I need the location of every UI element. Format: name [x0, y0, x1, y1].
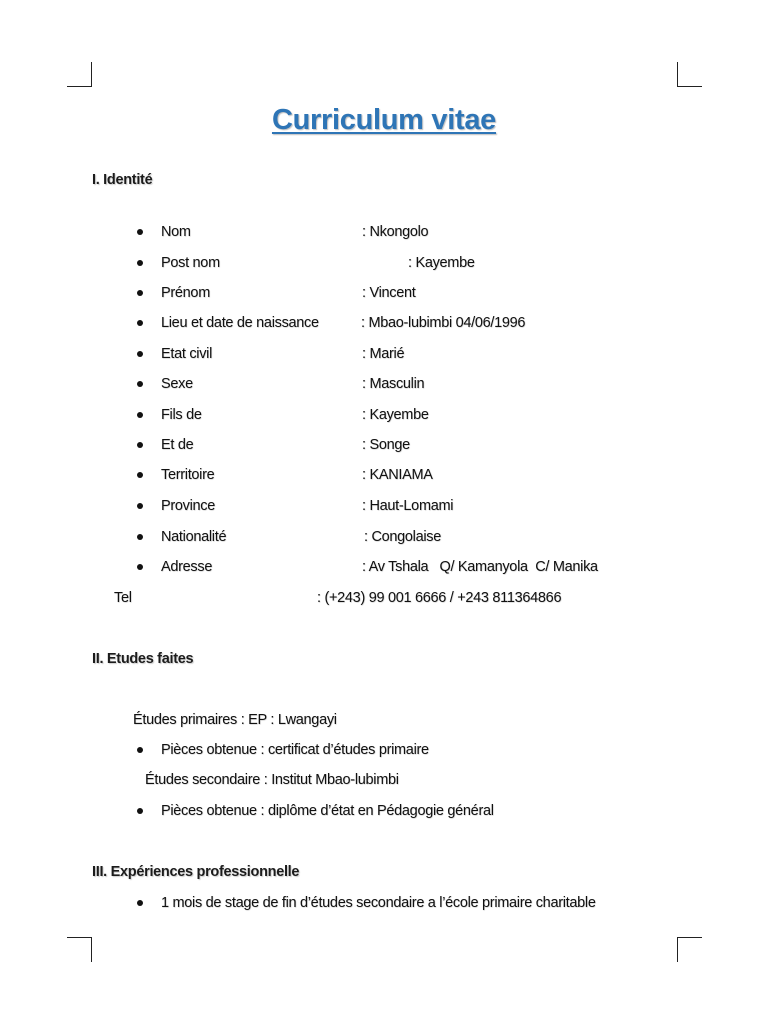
bullet-icon [137, 320, 143, 326]
primary-studies: Études primaires : EP : Lwangayi [133, 712, 337, 728]
bullet-icon [137, 900, 143, 906]
bullet-icon [137, 290, 143, 296]
secondary-piece-item [0, 803, 768, 823]
bullet-icon [137, 564, 143, 570]
identity-value: : Kayembe [408, 255, 475, 271]
experience-text: 1 mois de stage de fin d’études secondaire a l’école primaire charitable [161, 895, 596, 911]
identity-row-province [0, 498, 768, 518]
identity-label: Sexe [161, 376, 193, 392]
identity-label: Adresse [161, 559, 213, 575]
crop-mark-bottom-left [67, 937, 92, 962]
identity-row-nom [0, 224, 768, 244]
identity-label: Lieu et date de naissance [161, 315, 319, 331]
tel-value: : (+243) 99 001 6666 / +243 811364866 [317, 590, 562, 606]
primary-piece-item [0, 742, 768, 762]
identity-value: : Songe [362, 437, 410, 453]
identity-label: Prénom [161, 285, 210, 301]
bullet-icon [137, 534, 143, 540]
identity-value: : Marié [362, 346, 405, 362]
bullet-icon [137, 442, 143, 448]
identity-label: Territoire [161, 467, 215, 483]
identity-label: Etat civil [161, 346, 212, 362]
identity-label: Nom [161, 224, 191, 240]
identity-row-et-de [0, 437, 768, 457]
bullet-icon [137, 747, 143, 753]
identity-row-etat-civil [0, 346, 768, 366]
identity-row-adresse [0, 559, 768, 579]
identity-row-sexe [0, 376, 768, 396]
bullet-icon [137, 229, 143, 235]
bullet-icon [137, 503, 143, 509]
identity-row-birth [0, 315, 768, 335]
identity-label: Post nom [161, 255, 220, 271]
identity-row-territoire [0, 467, 768, 487]
identity-label: Nationalité [161, 529, 227, 545]
bullet-icon [137, 412, 143, 418]
tel-label: Tel [114, 590, 132, 606]
identity-label: Province [161, 498, 216, 514]
bullet-icon [137, 260, 143, 266]
identity-label: Et de [161, 437, 194, 453]
secondary-piece-text: Pièces obtenue : diplôme d’état en Pédagogie général [161, 803, 494, 819]
secondary-studies: Études secondaire : Institut Mbao-lubimbi [145, 772, 399, 788]
identity-row-post-nom [0, 255, 768, 275]
document-title: Curriculum vitae [271, 104, 497, 136]
identity-value: : Av Tshala Q/ Kamanyola C/ Manika [362, 559, 598, 575]
identity-row-prenom [0, 285, 768, 305]
identity-value: : Congolaise [364, 529, 442, 545]
crop-mark-bottom-right [677, 937, 702, 962]
bullet-icon [137, 472, 143, 478]
identity-label: Fils de [161, 407, 202, 423]
identity-row-nationalite [0, 529, 768, 549]
section-studies-heading: II. Etudes faites [92, 651, 194, 667]
identity-value: : Vincent [362, 285, 416, 301]
bullet-icon [137, 381, 143, 387]
section-identity-heading: I. Identité [92, 172, 153, 188]
identity-value: : Nkongolo [362, 224, 429, 240]
identity-row-tel [0, 590, 768, 610]
experience-item [0, 895, 768, 915]
crop-mark-top-right [677, 62, 702, 87]
identity-value: : KANIAMA [362, 467, 433, 483]
section-experience-heading: III. Expériences professionnelle [92, 864, 300, 880]
bullet-icon [137, 351, 143, 357]
identity-value: : Haut-Lomami [362, 498, 454, 514]
identity-value: : Masculin [362, 376, 425, 392]
identity-value: : Kayembe [362, 407, 429, 423]
identity-row-fils-de [0, 407, 768, 427]
bullet-icon [137, 808, 143, 814]
crop-mark-top-left [67, 62, 92, 87]
primary-piece-text: Pièces obtenue : certificat d’études primaire [161, 742, 429, 758]
identity-value: : Mbao-lubimbi 04/06/1996 [361, 315, 526, 331]
